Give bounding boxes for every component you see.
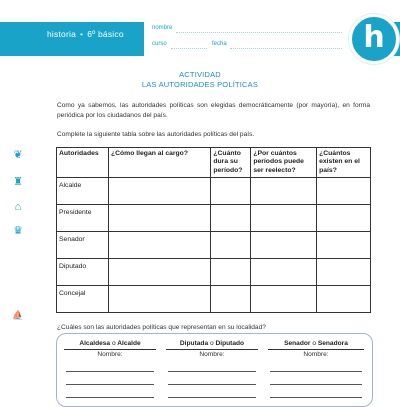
answer-cell[interactable]: [251, 286, 317, 313]
row-label-senador: Senador: [57, 232, 109, 259]
row-label-concejal: Concejal: [57, 286, 109, 313]
answer-line[interactable]: [168, 384, 256, 385]
name-sub-label: Nombre:: [303, 351, 329, 358]
answer-cell[interactable]: [108, 205, 210, 232]
column-divider: [166, 349, 258, 350]
answer-cell[interactable]: [317, 286, 371, 313]
logo-letter: h: [363, 20, 385, 55]
answer-cell[interactable]: [251, 178, 317, 205]
column-head-a: Senador: [284, 340, 311, 347]
answer-cell[interactable]: [108, 286, 210, 313]
crown-icon: ♛: [13, 225, 23, 237]
answer-cell[interactable]: [251, 259, 317, 286]
authorities-table: [56, 147, 371, 313]
answer-cell[interactable]: [108, 259, 210, 286]
instruction-text: Complete la siguiente tabla sobre las autoridades políticas del país.: [57, 131, 255, 138]
column-head-alcalde: [62, 340, 158, 347]
column-head-b: Alcalde: [117, 340, 141, 347]
column-divider: [64, 349, 156, 350]
answer-cell[interactable]: [211, 259, 251, 286]
table-row: [57, 178, 371, 205]
table-row: [57, 232, 371, 259]
name-label: nombre: [152, 25, 173, 31]
table-header-row: [57, 148, 371, 178]
answer-cell[interactable]: [317, 259, 371, 286]
column-head-b: Diputado: [215, 340, 245, 347]
answer-line[interactable]: [66, 397, 154, 398]
logo-icon: [349, 14, 399, 64]
header-how-elected: ¿Cómo llegan al cargo?: [108, 148, 210, 178]
name-sub-label: Nombre:: [199, 351, 225, 358]
header-count: ¿Cuántos existen en el país?: [317, 148, 371, 178]
answer-line[interactable]: [270, 384, 362, 385]
answer-cell[interactable]: [108, 232, 210, 259]
answer-line[interactable]: [66, 371, 154, 372]
row-label-presidente: Presidente: [57, 205, 109, 232]
student-info-card: [144, 16, 369, 60]
subject-name: historia: [47, 29, 77, 39]
scroll-icon: ❦: [13, 149, 23, 161]
course-field[interactable]: [171, 48, 207, 49]
temple-icon: ⌂: [14, 201, 22, 213]
answer-cell[interactable]: [211, 286, 251, 313]
date-field[interactable]: [230, 48, 342, 49]
answer-cell[interactable]: [317, 205, 371, 232]
answer-cell[interactable]: [211, 232, 251, 259]
answer-cell[interactable]: [108, 178, 210, 205]
table-row: [57, 205, 371, 232]
answer-cell[interactable]: [211, 178, 251, 205]
name-sub-label: Nombre:: [97, 351, 123, 358]
column-head-conj: o: [312, 340, 316, 347]
local-question: ¿Cuáles son las autoridades políticas que representan en su localidad?: [57, 324, 266, 331]
column-head-b: Senadora: [317, 340, 348, 347]
table-row: [57, 286, 371, 313]
answer-cell[interactable]: [317, 232, 371, 259]
header-authorities: Autoridades: [57, 148, 109, 178]
answer-cell[interactable]: [317, 178, 371, 205]
answer-line[interactable]: [168, 371, 256, 372]
column-head-senador: [266, 340, 366, 347]
header-reelection: ¿Por cuántos períodos puede ser reelecto?: [251, 148, 317, 178]
answer-line[interactable]: [270, 371, 362, 372]
activity-subtitle: LAS AUTORIDADES POLÍTICAS: [141, 80, 259, 89]
answer-cell[interactable]: [251, 205, 317, 232]
activity-title: ACTIVIDAD: [179, 70, 221, 79]
intro-paragraph: Como ya sabemos, las autoridades políticas son elegidas democráticamente (por mayoría), en forma periódica por los ciudadanos del país.: [57, 102, 370, 119]
course-label: curso: [152, 41, 167, 47]
answer-cell[interactable]: [211, 205, 251, 232]
date-label: fecha: [212, 41, 227, 47]
answer-line[interactable]: [66, 384, 154, 385]
tower-icon: ♜: [13, 176, 23, 188]
column-head-a: Diputada: [179, 340, 209, 347]
header-term-length: ¿Cuánto dura su período?: [211, 148, 251, 178]
column-head-conj: o: [209, 340, 214, 347]
column-head-diputado: [164, 340, 260, 347]
answer-line[interactable]: [168, 397, 256, 398]
name-field[interactable]: [176, 32, 342, 33]
answer-cell[interactable]: [251, 232, 317, 259]
grade-label: 6º básico: [87, 29, 124, 39]
subject-label: [47, 29, 124, 39]
column-head-a: Alcaldesa: [79, 340, 111, 347]
ship-icon: ⛵: [12, 310, 24, 320]
subject-separator: •: [80, 29, 84, 39]
table-row: [57, 259, 371, 286]
answer-line[interactable]: [270, 397, 362, 398]
row-label-diputado: Diputado: [57, 259, 109, 286]
row-label-alcalde: Alcalde: [57, 178, 109, 205]
column-head-conj: o: [111, 340, 116, 347]
column-divider: [268, 349, 364, 350]
